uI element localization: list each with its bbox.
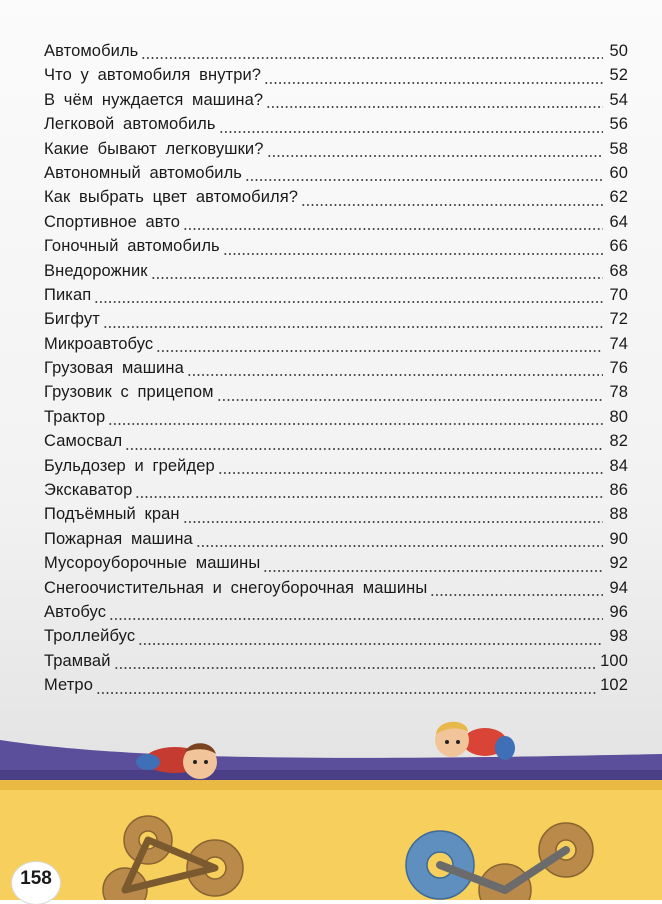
toc-entry-page: 90 — [609, 529, 628, 548]
toc-entry-page: 100 — [600, 651, 628, 670]
toc-entry — [44, 164, 628, 188]
toc-entry-page: 62 — [609, 188, 628, 207]
toc-entry-page: 82 — [609, 432, 628, 451]
toc-entry — [44, 262, 628, 286]
toc-entry — [44, 310, 628, 334]
toc-entry-title: Грузовая машина — [44, 359, 184, 378]
dot-leader — [267, 154, 603, 158]
toc-entry-page: 74 — [609, 334, 628, 353]
toc-entry-page: 60 — [609, 163, 628, 182]
dot-leader — [187, 373, 603, 377]
dot-leader — [266, 105, 603, 109]
dot-leader — [218, 471, 603, 475]
toc-entry-page: 78 — [609, 383, 628, 402]
toc-entry-page: 88 — [609, 505, 628, 524]
toc-entry — [44, 408, 628, 432]
toc-entry — [44, 91, 628, 115]
toc-entry-title: Подъёмный кран — [44, 505, 180, 524]
toc-entry-page: 50 — [609, 42, 628, 60]
dot-leader — [183, 520, 603, 524]
dot-leader — [135, 495, 603, 499]
dot-leader — [263, 569, 603, 573]
yellow-band-shade — [0, 780, 662, 790]
dot-leader — [223, 252, 603, 256]
toc-entry-title: Экскаватор — [44, 481, 133, 500]
toc-entry-title: Легковой автомобиль — [44, 115, 216, 134]
toc-entry-title: Пожарная машина — [44, 529, 193, 548]
toc-entry-page: 56 — [609, 115, 628, 134]
toc-entry-page: 94 — [609, 578, 628, 597]
toc-entry-title: Спортивное авто — [44, 212, 181, 231]
toc-entry — [44, 286, 628, 310]
toc-entry-page: 70 — [609, 285, 628, 304]
toc-entry-page: 58 — [609, 139, 628, 158]
toc-entry-page: 68 — [609, 261, 628, 280]
dot-leader — [141, 56, 603, 60]
toc-entry — [44, 457, 628, 481]
dot-leader — [109, 617, 603, 621]
toc-entry-title: Мусороуборочные машины — [44, 554, 261, 573]
toc-entry-page: 98 — [609, 627, 628, 646]
dot-leader — [94, 300, 603, 304]
toc-entry-page: 54 — [609, 90, 628, 109]
toc-entry-title: Метро — [44, 676, 93, 695]
toc-entry — [44, 603, 628, 627]
toc-entry — [44, 335, 628, 359]
toc-entry — [44, 505, 628, 529]
toc-entry-page: 92 — [609, 554, 628, 573]
toc-entry-title: Автомобиль — [44, 42, 139, 60]
footer-illustration — [0, 700, 662, 900]
dot-leader — [430, 593, 603, 597]
toc-entry-title: Бигфут — [44, 310, 100, 329]
toc-entry — [44, 432, 628, 456]
toc-entry-title: Как выбрать цвет автомобиля? — [44, 188, 299, 207]
toc-entry — [44, 213, 628, 237]
toc-entry — [44, 188, 628, 212]
toc-entry-title: Трактор — [44, 407, 106, 426]
toc-entry-title: В чём нуждается машина? — [44, 90, 264, 109]
toc-entry-title: Пикап — [44, 285, 92, 304]
toc-entry-page: 80 — [609, 407, 628, 426]
dot-leader — [138, 642, 603, 646]
toc-entry-title: Трамвай — [44, 651, 111, 670]
toc-entry-title: Троллейбус — [44, 627, 136, 646]
dot-leader — [301, 203, 603, 207]
toc-entry-title: Микроавтобус — [44, 334, 154, 353]
dot-leader — [217, 398, 603, 402]
dot-leader — [156, 349, 603, 353]
dot-leader — [196, 544, 603, 548]
toc-entry-page: 84 — [609, 456, 628, 475]
toc-entry — [44, 237, 628, 261]
toc-entry-title: Что у автомобиля внутри? — [44, 66, 262, 85]
toc-entry — [44, 383, 628, 407]
dot-leader — [245, 178, 603, 182]
child-right-illustration — [435, 722, 515, 760]
dot-leader — [125, 447, 603, 451]
dot-leader — [219, 130, 603, 134]
toc-entry — [44, 652, 628, 676]
dot-leader — [183, 227, 603, 231]
toc-entry-page: 52 — [609, 66, 628, 85]
toc-entry — [44, 579, 628, 603]
toc-entry — [44, 676, 628, 700]
toc-entry-page: 64 — [609, 212, 628, 231]
toc-entry-title: Самосвал — [44, 432, 123, 451]
toc-entry — [44, 554, 628, 578]
toc-entry-title: Бульдозер и грейдер — [44, 456, 215, 475]
toc-entry — [44, 481, 628, 505]
toc-entry-title: Какие бывают легковушки? — [44, 139, 264, 158]
dot-leader — [114, 666, 598, 670]
toc-entry — [44, 530, 628, 554]
dot-leader — [103, 325, 603, 329]
dot-leader — [96, 691, 597, 695]
toc-entry-page: 76 — [609, 359, 628, 378]
toc-entry-title: Автономный автомобиль — [44, 163, 243, 182]
toc-entry-title: Автобус — [44, 602, 107, 621]
toc-entry — [44, 627, 628, 651]
toc-entry-page: 66 — [609, 237, 628, 256]
page-number: 158 — [12, 862, 60, 904]
toc-entry-page: 96 — [609, 602, 628, 621]
toc-entry — [44, 140, 628, 164]
dot-leader — [151, 276, 603, 280]
toc-entry-title: Грузовик с прицепом — [44, 383, 214, 402]
dot-leader — [108, 422, 603, 426]
toc-entry-page: 72 — [609, 310, 628, 329]
toc-entry-page: 86 — [609, 481, 628, 500]
toc-entry-page: 102 — [600, 676, 628, 695]
toc-entry — [44, 359, 628, 383]
toc-entry-title: Гоночный автомобиль — [44, 237, 220, 256]
toc-entry-title: Внедорожник — [44, 261, 148, 280]
toc-entry — [44, 42, 628, 66]
dot-leader — [264, 81, 603, 85]
toc-entry — [44, 115, 628, 139]
toc-entry — [44, 66, 628, 90]
table-of-contents — [44, 42, 628, 701]
toc-entry-title: Снегоочистительная и снегоуборочная машины — [44, 578, 428, 597]
